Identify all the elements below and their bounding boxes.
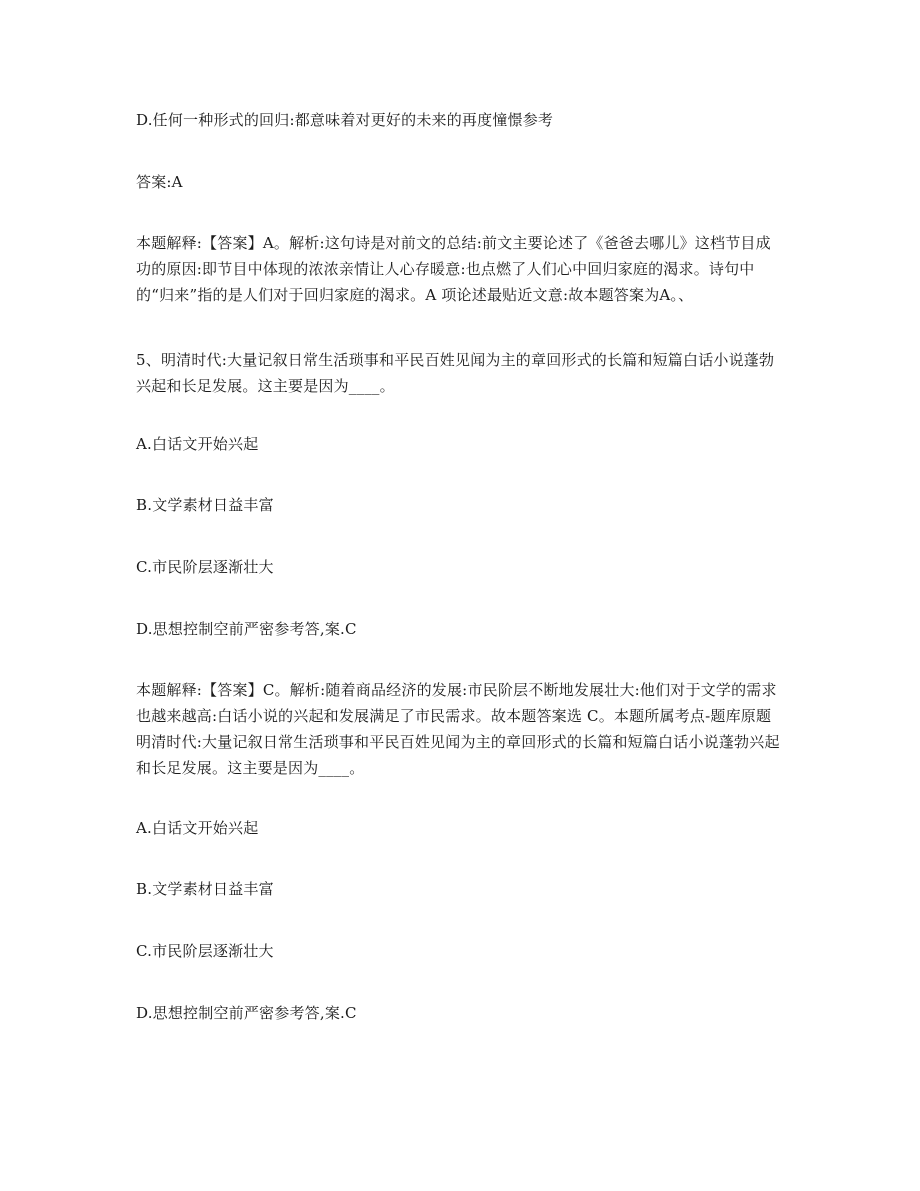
option-b-repeat: B.文学素材日益丰富 [136, 880, 274, 898]
option-b: B.文学素材日益丰富 [136, 496, 274, 514]
option-c: C.市民阶层逐渐壮大 [136, 558, 274, 576]
question-5-stem: 5、明清时代:大量记叙日常生活琐事和平民百姓见闻为主的章回形式的长篇和短篇白话小说蓬勃兴起和长足发展。这主要是因为____。 [136, 351, 775, 395]
option-d-prev-question: D.任何一种形式的回归:都意味着对更好的未来的再度憧憬参考 [136, 111, 554, 129]
option-d: D.思想控制空前严密参考答,案.C [136, 620, 357, 638]
option-a: A.白话文开始兴起 [136, 435, 259, 453]
explanation-paragraph-2: 本题解释:【答案】C。解析:随着商品经济的发展:市民阶层不断地发展壮大:他们对于文学的需求也越来越高:白话小说的兴起和发展满足了市民需求。故本题答案选 C。本题所属考点-题库原题明清时代:大量记叙日常生活琐事和平民百姓见闻为主的章回形式的长篇和短篇白话小说蓬勃兴起和长足发展。这主要是因为____。 [136, 681, 780, 777]
option-d-repeat: D.思想控制空前严密参考答,案.C [136, 1004, 357, 1022]
option-c-repeat: C.市民阶层逐渐壮大 [136, 942, 274, 960]
answer-line: 答案:A [136, 173, 183, 191]
explanation-paragraph-1: 本题解释:【答案】A。解析:这句诗是对前文的总结:前文主要论述了《爸爸去哪儿》这档节目成功的原因:即节目中体现的浓浓亲情让人心存暖意:也点燃了人们心中回归家庭的渴求。诗句中的“归来”指的是人们对于回归家庭的渴求。A 项论述最贴近文意:故本题答案为A。、 [136, 234, 771, 304]
option-a-repeat: A.白话文开始兴起 [136, 819, 259, 837]
